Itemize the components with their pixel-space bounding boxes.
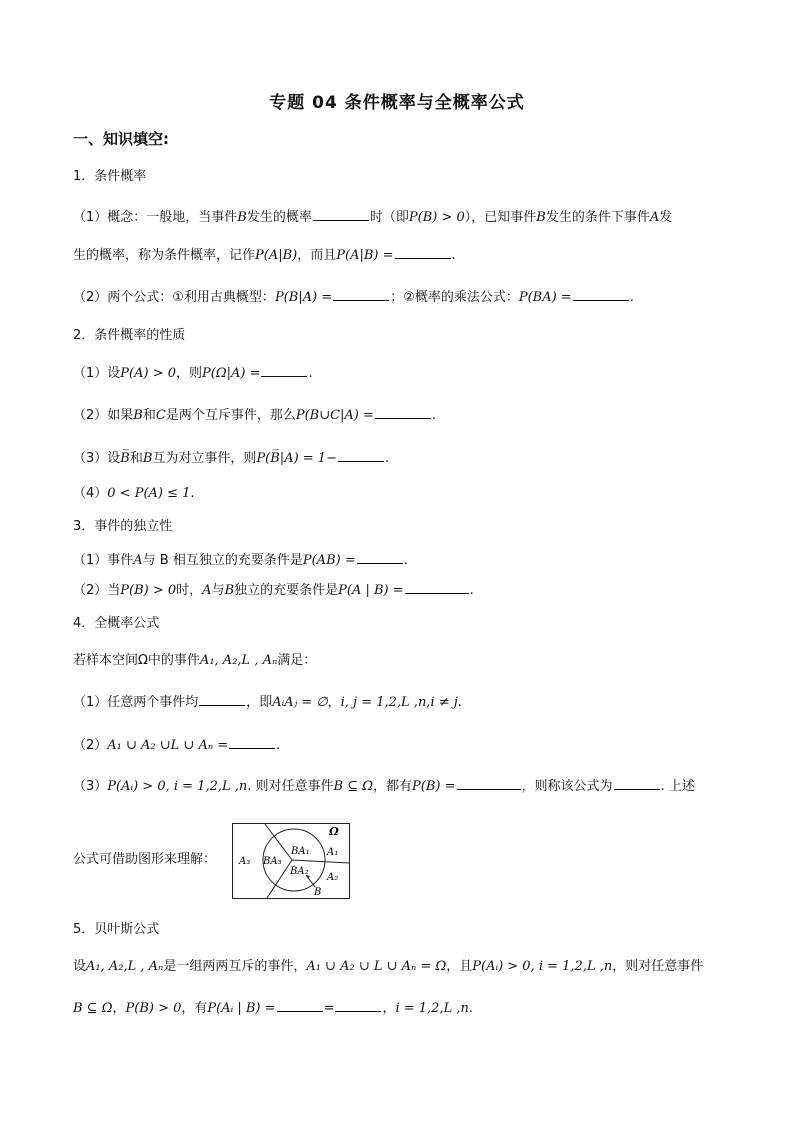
s3-line-1: （1）事件A与 B 相互独立的充要条件是P(AB) = .: [73, 553, 408, 568]
ba1-label: BA₁: [291, 846, 310, 857]
blank: [395, 246, 451, 259]
s2-line-3: （3）设B̅和B互为对立事件，则P(B̅|A) = 1− .: [73, 451, 390, 466]
s3-line-2: （2）当P(B) > 0时，A与B独立的充要条件是P(A | B) = .: [73, 583, 474, 598]
blank: [357, 551, 403, 564]
blank: [405, 581, 469, 594]
ba3-label: BA₃: [263, 856, 282, 867]
heading-conditional-probability-properties: 2．条件概率的性质: [73, 328, 186, 343]
page-title: 专题 04 条件概率与全概率公式: [269, 93, 525, 113]
s2-line-1: （1）设P(A) > 0，则P(Ω|A) = .: [73, 366, 313, 381]
s1-line-1: （1）概念：一般地，当事件B发生的概率 时（即P(B) > 0），已知事件B发生的条件下事件A发: [73, 210, 673, 225]
a1-label: A₁: [327, 847, 339, 858]
s4-line-1: （1）任意两个事件均 ，即AᵢAⱼ = ∅，i, j = 1,2,L ,n,i ≠ j.: [73, 695, 462, 710]
heading-total-probability: 4．全概率公式: [73, 616, 160, 631]
venn-diagram: [232, 823, 350, 899]
heading-bayes-formula: 5．贝叶斯公式: [73, 922, 160, 937]
omega-label: Ω: [329, 825, 339, 838]
blank: [261, 364, 307, 377]
blank: [313, 208, 369, 221]
heading-conditional-probability: 1．条件概率: [73, 169, 147, 184]
total-probability-diagram: [232, 823, 350, 903]
blank: [335, 999, 381, 1012]
blank: [614, 777, 660, 790]
blank: [375, 406, 431, 419]
s4-line-3: （3）P(Aᵢ) > 0, i = 1,2,L ,n. 则对任意事件B ⊆ Ω，都有P(B) = ，则称该公式为 . 上述: [73, 779, 695, 794]
s1-line-3: （2）两个公式：①利用古典概型：P(B|A) = ；②概率的乘法公式：P(BA) = .: [73, 290, 634, 305]
b-label: B: [314, 887, 322, 898]
blank: [229, 736, 275, 749]
s2-line-4: （4）0 < P(A) ≤ 1.: [73, 486, 195, 501]
blank: [338, 449, 384, 462]
section-heading-fill-in: 一、知识填空:: [73, 130, 169, 148]
blank: [277, 999, 323, 1012]
blank: [199, 693, 245, 706]
blank: [457, 777, 521, 790]
a2-label: A₂: [327, 872, 339, 883]
s1-line-2: 生的概率，称为条件概率，记作P(A|B)，而且P(A|B) = .: [73, 248, 456, 263]
heading-event-independence: 3．事件的独立性: [73, 519, 173, 534]
s5-line-1: 设A₁, A₂,L , Aₙ是一组两两互斥的事件，A₁ ∪ A₂ ∪ L ∪ Aₙ = Ω，且P(Aᵢ) > 0, i = 1,2,L ,n，则对任意事件: [73, 959, 704, 974]
a3-label: A₃: [239, 856, 251, 867]
s4-line-2: （2）A₁ ∪ A₂ ∪L ∪ Aₙ = .: [73, 738, 281, 753]
s2-line-2: （2）如果B和C是两个互斥事件，那么P(B∪C|A) = .: [73, 408, 437, 423]
blank: [333, 288, 389, 301]
s4-intro: 若样本空间Ω中的事件A₁, A₂,L , Aₙ满足：: [73, 653, 317, 668]
blank: [573, 288, 629, 301]
ba2-label: BA₂: [290, 866, 309, 877]
s4-line-4: 公式可借助图形来理解：: [73, 852, 217, 867]
s5-line-2: B ⊆ Ω，P(B) > 0，有P(Aᵢ | B) = = ，i = 1,2,L ,n.: [73, 1001, 473, 1016]
